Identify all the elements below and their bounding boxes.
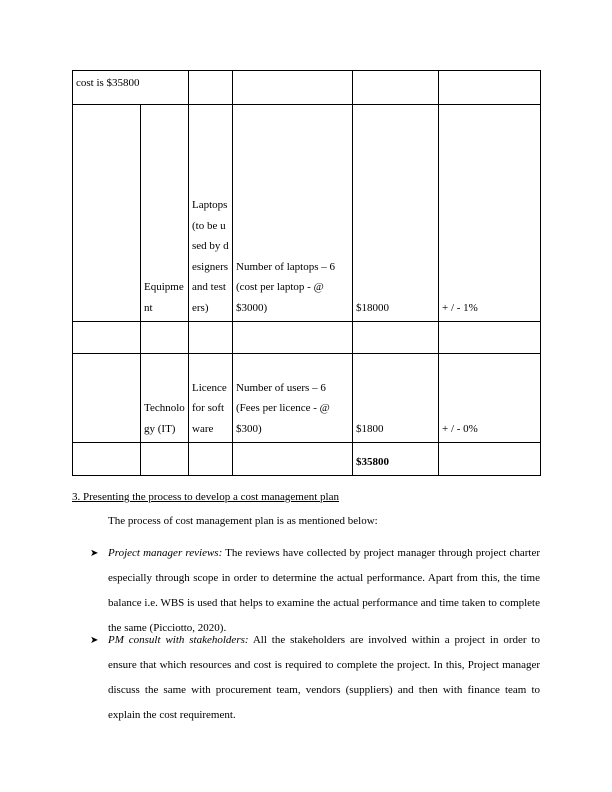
table-cell-equipment-variance: + / - 1% xyxy=(439,105,541,322)
table-cell-equipment-amount: $18000 xyxy=(353,105,439,322)
bullet-lead-in: PM consult with stakeholders: xyxy=(108,634,249,646)
table-cell-technology-amount: $1800 xyxy=(353,354,439,443)
table-row xyxy=(73,322,541,354)
table-cell-empty xyxy=(73,105,141,322)
table-cell-equipment-item: Laptops (to be used by designers and testers) xyxy=(189,105,233,322)
table-row xyxy=(73,443,541,476)
table-cell-empty xyxy=(141,443,189,476)
table-cell-empty xyxy=(189,71,233,105)
table-cell-continuation-text: cost is $35800 xyxy=(73,71,189,105)
table-row xyxy=(73,105,541,322)
arrow-bullet-icon: ➤ xyxy=(90,548,99,559)
table-cell-technology-item: Licence for software xyxy=(189,354,233,443)
bullet-text xyxy=(108,628,540,728)
table-cell-empty xyxy=(73,443,141,476)
table-row xyxy=(73,71,541,105)
bullet-item xyxy=(72,628,540,728)
table-cell-empty xyxy=(439,322,541,354)
section-heading: 3. Presenting the process to develop a cost management plan xyxy=(72,491,339,503)
table-cell-empty xyxy=(353,71,439,105)
cost-breakdown-table xyxy=(72,70,541,476)
table-cell-equipment-detail: Number of laptops – 6 (cost per laptop - @ $3000) xyxy=(233,105,353,322)
table-row xyxy=(73,354,541,443)
bullet-text xyxy=(108,541,540,641)
table-cell-empty xyxy=(141,322,189,354)
table-cell-empty xyxy=(73,354,141,443)
bullet-body: All the stakeholders are involved within a project in order to ensure that which resources and cost is required to complete the project. In this, Project manager discuss the same with procurement team, vendors (suppliers) and then with finance team to explain the cost requirement. xyxy=(108,634,540,721)
intro-paragraph: The process of cost management plan is as mentioned below: xyxy=(108,515,378,527)
table-cell-empty xyxy=(439,71,541,105)
bullet-item xyxy=(72,541,540,641)
table-cell-empty xyxy=(73,322,141,354)
table-cell-empty xyxy=(353,322,439,354)
table-cell-empty xyxy=(439,443,541,476)
table-cell-empty xyxy=(233,71,353,105)
table-cell-equipment-category: Equipment xyxy=(141,105,189,322)
table-cell-empty xyxy=(233,322,353,354)
table-cell-technology-category: Technology (IT) xyxy=(141,354,189,443)
table-cell-total-amount: $35800 xyxy=(353,443,439,476)
table-cell-empty xyxy=(189,322,233,354)
table-cell-empty xyxy=(189,443,233,476)
table-cell-empty xyxy=(233,443,353,476)
table-cell-technology-variance: + / - 0% xyxy=(439,354,541,443)
table-cell-technology-detail: Number of users – 6 (Fees per licence - @ $300) xyxy=(233,354,353,443)
arrow-bullet-icon: ➤ xyxy=(90,635,99,646)
bullet-body: The reviews have collected by project manager through project charter especially through scope in order to determine the actual performance. Apart from this, the time balance i.e. WBS is used that helps to examine the actual performance and time taken to complete the same (Picciotto, 2020). xyxy=(108,547,540,634)
bullet-lead-in: Project manager reviews: xyxy=(108,547,223,559)
